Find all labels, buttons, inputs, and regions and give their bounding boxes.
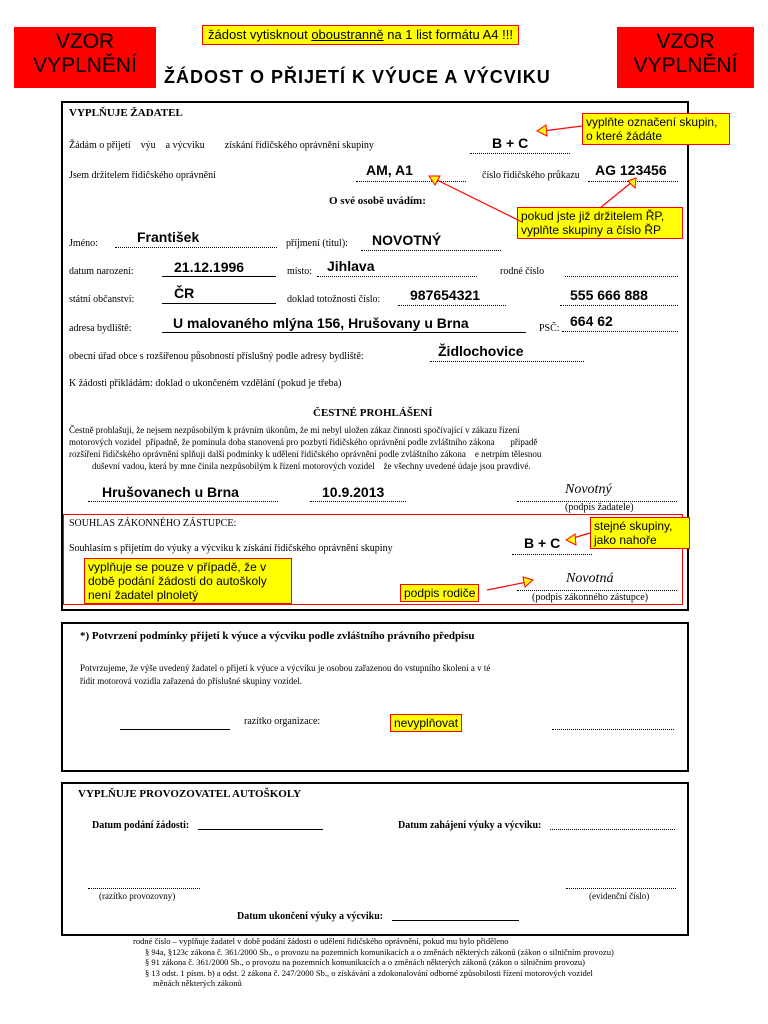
municipal-office-value[interactable]: Židlochovice	[438, 343, 524, 359]
note-parent-sign: podpis rodiče	[400, 584, 479, 602]
arrow-license-number	[600, 182, 632, 208]
arrowhead-groups	[537, 125, 547, 136]
request-label: Žádám o přijetí výu a výcviku získání řidičského oprávnění skupiny	[69, 140, 374, 151]
id-card-value[interactable]: 987654321	[410, 287, 481, 303]
footnote-5: měnách některých zákonů	[153, 978, 242, 988]
arrow-holder-groups	[433, 178, 522, 222]
citizenship-value[interactable]: ČR	[174, 285, 195, 301]
applicant-signature-caption: (podpis žadatele)	[565, 502, 634, 513]
birthdate-value[interactable]: 21.12.1996	[174, 259, 245, 275]
sign-date-value[interactable]: 10.9.2013	[322, 484, 385, 500]
license-number-label: číslo řidičského průkazu	[482, 170, 580, 181]
surname-label: příjmení (titul):	[286, 238, 348, 249]
footnote-2: § 94a, §123c zákona č. 361/2000 Sb., o provozu na pozemních komunikacích a o změnách některých zákonů (zákon o silničním provozu)	[145, 946, 614, 957]
arrowhead-license-number	[628, 178, 636, 188]
start-date-label: Datum zahájení výuky a výcviku:	[398, 820, 542, 831]
arrow-parent-sign	[487, 582, 527, 590]
birthplace-label: místo:	[287, 266, 313, 277]
about-heading: O své osobě uvádím:	[329, 195, 426, 207]
footnote-1: rodné číslo – vyplňuje žadatel v době podání žádosti o udělení řidičského oprávnění, pokud mu bylo přiděleno	[133, 936, 509, 946]
surname-value[interactable]: NOVOTNÝ	[372, 232, 442, 248]
declaration-line-2: motorových vozidel případně, že pominula doba stanovená pro pozbytí řidičského oprávnění podle zvláštního zákona případě	[69, 437, 538, 447]
sample-stamp-right: VZOR VYPLNĚNÍ	[617, 27, 754, 88]
note-same-groups: stejné skupiny, jako nahoře	[590, 517, 690, 549]
print-notice-underlined: oboustranně	[311, 27, 384, 42]
birthplace-value[interactable]: Jihlava	[327, 258, 375, 274]
sign-place-value[interactable]: Hrušovanech u Brna	[102, 484, 239, 500]
end-date-label: Datum ukončení výuky a výcviku:	[237, 911, 384, 922]
applicant-section-heading: VYPLŇUJE ŽADATEL	[69, 107, 183, 119]
declaration-heading: ČESTNÉ PROHLÁŠENÍ	[313, 407, 433, 419]
postal-code-value[interactable]: 664 62	[570, 313, 613, 329]
arrow-groups	[543, 126, 582, 131]
name-value[interactable]: František	[137, 229, 200, 245]
arrowhead-same-groups	[566, 534, 576, 545]
footnote-3: § 91 zákona č. 361/2000 Sb., o provozu na pozemních komunikacích a o změnách některých zákonů (zákon o silničním provozu)	[145, 957, 585, 967]
record-number-caption: (evidenční číslo)	[589, 891, 650, 901]
municipal-office-label: obecní úřad obce s rozšířenou působností příslušný podle adresy bydliště:	[69, 351, 364, 362]
school-stamp-caption: (razítko provozovny)	[99, 891, 176, 901]
print-notice-post: na 1 list formátu A4 !!!	[383, 27, 513, 42]
guardian-signature: Novotná	[566, 571, 614, 586]
guardian-consent-label: Souhlasím s přijetím do výuky a výcviku k získání řidičského oprávnění skupiny	[69, 543, 393, 554]
holder-label: Jsem držitelem řidičského oprávnění	[69, 170, 216, 181]
postal-code-label: PSČ:	[539, 323, 560, 334]
birth-number-label: rodné číslo	[500, 266, 545, 277]
sample-stamp-left: VZOR VYPLNĚNÍ	[14, 27, 156, 88]
birthdate-label: datum narození:	[69, 266, 134, 277]
confirmation-text-1: Potvrzujeme, že výše uvedený žadatel o přijetí k výuce a výcviku je osobou zařazenou do vstupního školení a v té	[80, 663, 491, 673]
confirmation-heading: *) Potvrzení podmínky přijetí k výuce a výcviku podle zvláštního právního předpisu	[80, 630, 475, 642]
submit-date-label: Datum podání žádosti:	[92, 820, 190, 831]
guardian-groups-value[interactable]: B + C	[524, 535, 561, 551]
note-guardian-only: vyplňuje se pouze v případě, že v době podání žádosti do autoškoly není žadatel plnoletý	[84, 558, 292, 604]
footnote-4: § 13 odst. 1 písm. b) a odst. 2 zákona č. 247/2000 Sb., o získávání a zdokonalování odborné způsobilosti řízení motorových vozidel	[145, 967, 593, 978]
declaration-line-1: Čestně prohlašuji, že nejsem nezpůsobilým k právním úkonům, že mi nebyl uložen zákaz činnosti spočívající v zákazu řízení	[69, 425, 520, 435]
applicant-signature: Novotný	[565, 482, 612, 497]
declaration-line-3: rozšíření řidičského oprávnění splňuji další podmínky k udělení řidičského oprávnění podle zvláštního zákona e netrpím tělesnou	[69, 449, 542, 459]
attachment-label: K žádosti přikládám: doklad o ukončeném vzdělání (pokud je třeba)	[69, 378, 342, 389]
page-title: ŽÁDOST O PŘIJETÍ K VÝUCE A VÝCVIKU	[164, 67, 551, 87]
guardian-signature-caption: (podpis zákonného zástupce)	[532, 592, 649, 603]
driving-school-heading: VYPLŇUJE PROVOZOVATEL AUTOŠKOLY	[78, 788, 302, 800]
citizenship-label: státní občanství:	[69, 294, 135, 305]
declaration-line-4: duševní vadou, která by mne činila nezpůsobilým k řízení motorových vozidel že všechny uvedené údaje jsou pravdivé.	[92, 461, 531, 471]
extra-number-value[interactable]: 555 666 888	[570, 287, 648, 303]
note-do-not-fill: nevyplňovat	[390, 714, 462, 732]
holder-groups-value[interactable]: AM, A1	[366, 162, 413, 178]
address-label: adresa bydliště:	[69, 323, 132, 334]
id-card-label: doklad totožnosti číslo:	[287, 294, 381, 305]
print-notice-pre: žádost vytisknout	[208, 27, 312, 42]
note-groups: vyplňte označení skupin, o které žádáte	[582, 113, 730, 145]
name-label: Jméno:	[69, 238, 98, 249]
address-value[interactable]: U malovaného mlýna 156, Hrušovany u Brna	[173, 315, 469, 331]
request-groups-value[interactable]: B + C	[492, 135, 529, 151]
license-number-value[interactable]: AG 123456	[595, 162, 667, 178]
confirmation-text-2: řídit motorová vozidla zařazená do příslušné skupiny vozidel.	[80, 676, 302, 686]
org-stamp-label: razítko organizace:	[244, 716, 321, 727]
note-holder: pokud jste již držitelem ŘP, vyplňte skupiny a číslo ŘP	[517, 207, 683, 239]
guardian-heading: SOUHLAS ZÁKONNÉHO ZÁSTUPCE:	[69, 518, 237, 529]
arrowhead-parent-sign	[523, 577, 533, 587]
